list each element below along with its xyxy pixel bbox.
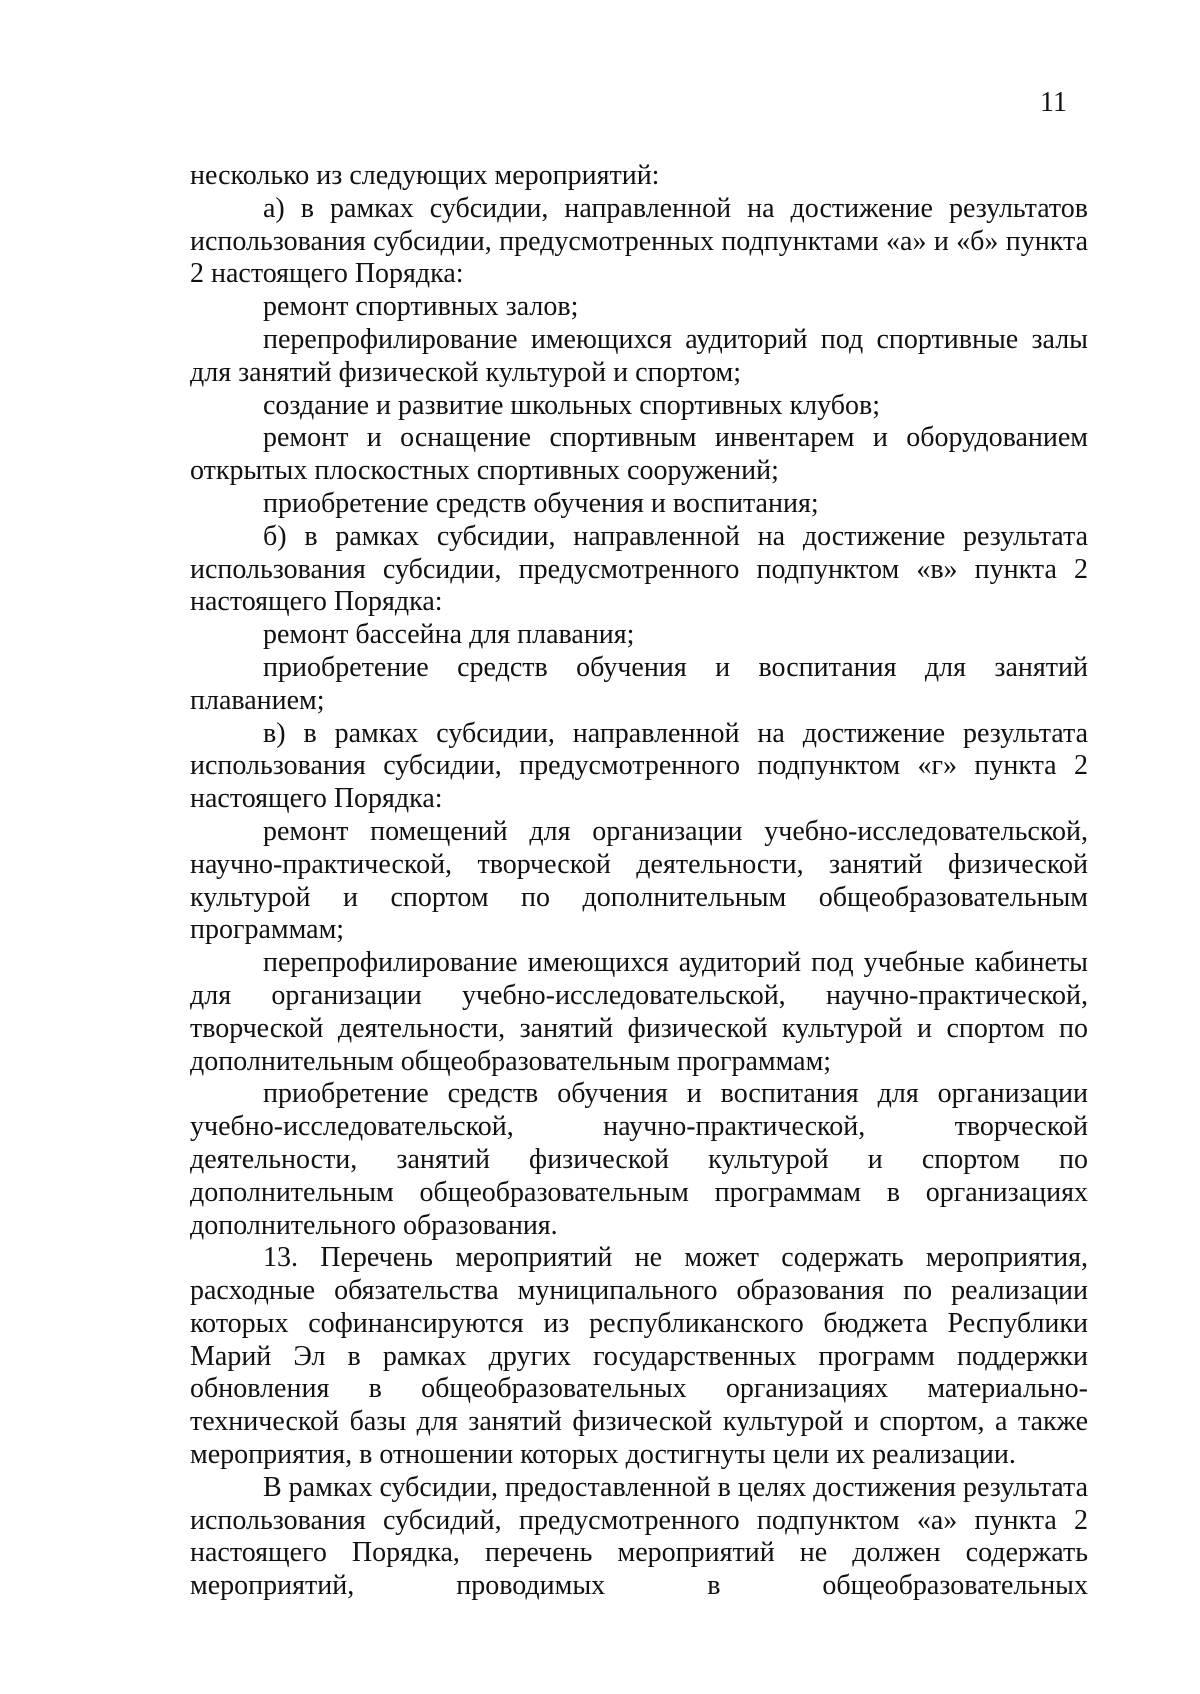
- paragraph-continuation: несколько из следующих мероприятий:: [190, 160, 660, 191]
- paragraph-list-item: перепрофилирование имеющихся аудиторий под учебные кабинеты для организации учебно-исследовательской, научно-практической, творческой деятельности, занятий физической культурой и спортом по дополнительным общеобразовательным программам;: [190, 947, 1088, 1077]
- paragraph-list-item: приобретение средств обучения и воспитания;: [263, 487, 819, 519]
- paragraph-item-v: в) в рамках субсидии, направленной на достижение результата использования субсидии, предусмотренного подпунктом «г» пункта 2 настоящего Порядка:: [190, 717, 1088, 815]
- paragraph-list-item: ремонт помещений для организации учебно-исследовательской, научно-практической, творческой деятельности, занятий физической культурой и спортом по дополнительным общеобразовательным программам;: [190, 815, 1088, 946]
- paragraph-list-item: ремонт бассейна для плавания;: [263, 619, 635, 651]
- paragraph-list-item: ремонт и оснащение спортивным инвентарем и оборудованием открытых плоскостных спортивных сооружений;: [190, 422, 1088, 487]
- paragraph-item-b: б) в рамках субсидии, направленной на достижение результата использования субсидии, предусмотренного подпунктом «в» пункта 2 настоящего Порядка:: [190, 520, 1088, 618]
- paragraph-list-item: приобретение средств обучения и воспитания для занятий плаванием;: [190, 651, 1088, 716]
- document-body: [190, 160, 1088, 1603]
- paragraph-final: В рамках субсидии, предоставленной в целях достижения результата использования субсидий, предусмотренного подпунктом «а» пункта 2 настоящего Порядка, перечень мероприятий не должен содержать мероприятий, проводимых в общеобразовательных: [190, 1471, 1088, 1602]
- paragraph-list-item: приобретение средств обучения и воспитания для организации учебно-исследовательской, научно-практической, творческой деятельности, занятий физической культурой и спортом по дополнительным общеобразовательным программам в организациях дополнительного образования.: [190, 1078, 1088, 1241]
- page-number: 11: [1040, 87, 1067, 118]
- paragraph-list-item: создание и развитие школьных спортивных клубов;: [263, 389, 881, 421]
- paragraph-item-a: а) в рамках субсидии, направленной на достижение результатов использования субсидии, предусмотренных подпунктами «а» и «б» пункта 2 настоящего Порядка:: [190, 192, 1088, 290]
- paragraph-list-item: ремонт спортивных залов;: [263, 291, 579, 323]
- paragraph-list-item: перепрофилирование имеющихся аудиторий под спортивные залы для занятий физической культурой и спортом;: [190, 323, 1088, 388]
- paragraph-section-13: 13. Перечень мероприятий не может содержать мероприятия, расходные обязательства муниципального образования по реализации которых софинансируются из республиканского бюджета Республики Марий Эл в рамках других государственных программ поддержки обновления в общеобразовательных организациях материально-технической базы для занятий физической культурой и спортом, а также мероприятия, в отношении которых достигнуты цели их реализации.: [190, 1242, 1088, 1471]
